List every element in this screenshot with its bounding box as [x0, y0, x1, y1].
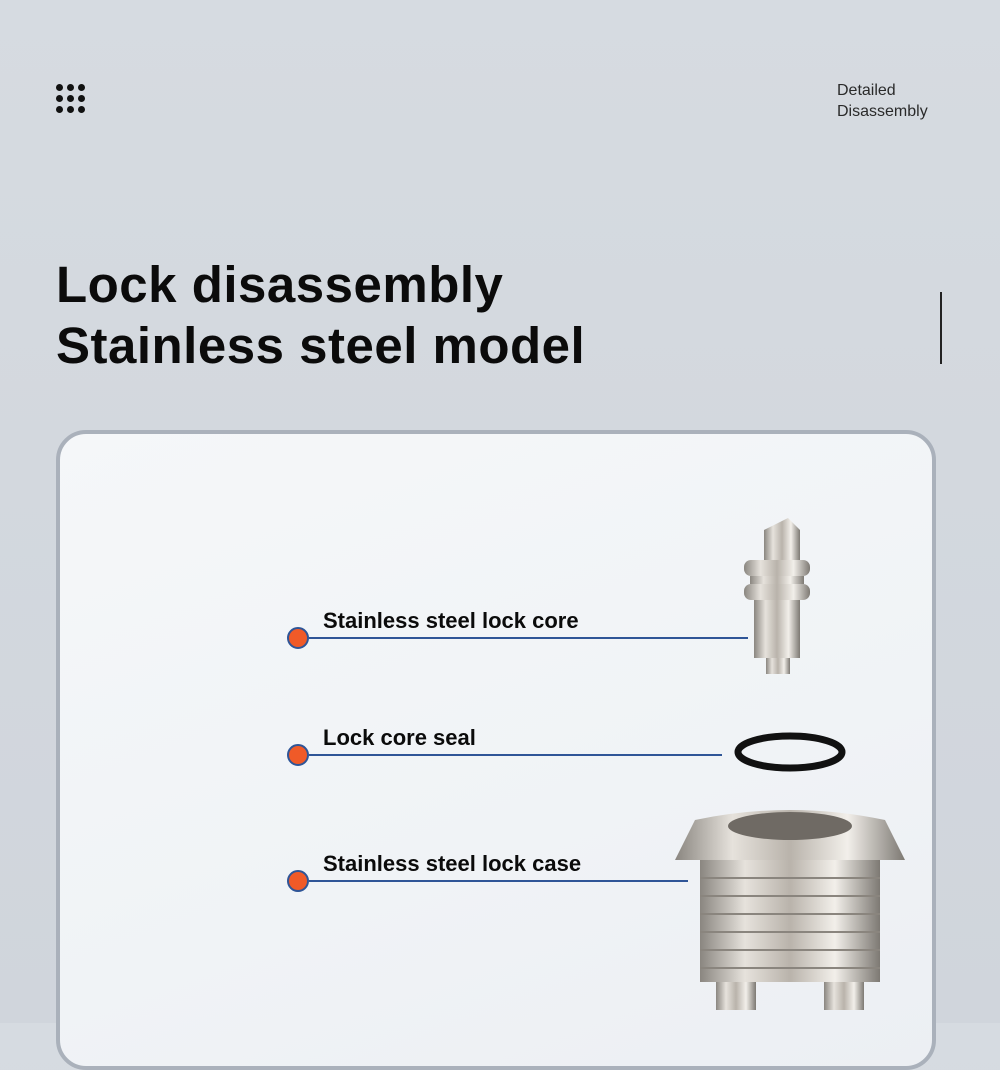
- callout-label: Lock core seal: [323, 725, 476, 750]
- tag-line-1: Detailed: [837, 82, 896, 99]
- lock-core-image: [744, 518, 810, 674]
- seal-ring-image: [738, 736, 842, 768]
- lock-case-image: [675, 810, 905, 1010]
- title-line-2: Stainless steel model: [56, 317, 586, 374]
- title-line-1: Lock disassembly: [56, 256, 504, 313]
- callout-label: Stainless steel lock case: [323, 851, 582, 876]
- tag-line-2: Disassembly: [837, 103, 928, 120]
- callout-label: Stainless steel lock core: [323, 608, 579, 633]
